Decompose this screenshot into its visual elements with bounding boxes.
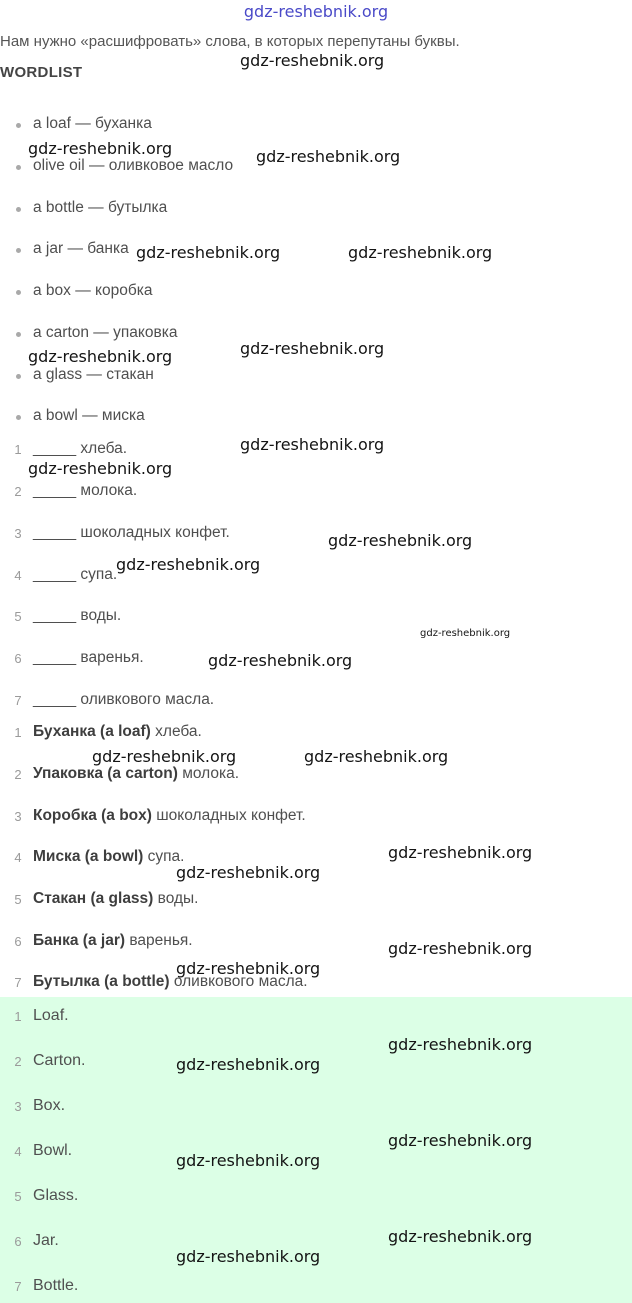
bullet-icon	[16, 207, 21, 212]
bullet-icon	[16, 415, 21, 420]
bullet-icon	[16, 165, 21, 170]
watermark: gdz-reshebnik.org	[388, 1227, 533, 1246]
translation-item: 1 Буханка (a loaf) хлеба.	[14, 723, 202, 740]
list-item: a box — коробка	[16, 280, 152, 302]
watermark: gdz-reshebnik.org	[256, 147, 401, 166]
list-item: a glass — стакан	[16, 364, 154, 386]
watermark: gdz-reshebnik.org	[420, 628, 511, 639]
list-item: a loaf — буханка	[16, 113, 152, 135]
watermark: gdz-reshebnik.org	[176, 1151, 321, 1170]
watermark: gdz-reshebnik.org	[240, 435, 385, 454]
exercise-item: 6 _____ варенья.	[14, 649, 144, 666]
list-item: a bowl — миска	[16, 405, 145, 427]
translation-item: 6 Банка (a jar) варенья.	[14, 932, 193, 949]
intro-text: Нам нужно «расшифровать» слова, в которых перепутаны буквы.	[0, 33, 460, 50]
translation-item: 7 Бутылка (a bottle) оливкового масла.	[14, 973, 308, 990]
watermark: gdz-reshebnik.org	[388, 843, 533, 862]
watermark: gdz-reshebnik.org	[176, 863, 321, 882]
bullet-icon	[16, 248, 21, 253]
wordlist-heading: WORDLIST	[0, 64, 83, 81]
list-item: a jar — банка	[16, 238, 129, 260]
list-item: olive oil — оливковое масло	[16, 155, 233, 177]
bullet-icon	[16, 123, 21, 128]
site-header[interactable]: gdz-reshebnik.org	[243, 2, 389, 21]
exercise-item: 1 _____ хлеба.	[14, 440, 128, 457]
watermark: gdz-reshebnik.org	[328, 531, 473, 550]
answer-item: 1 Loaf.	[14, 1007, 69, 1024]
translation-item: 5 Стакан (a glass) воды.	[14, 890, 199, 907]
bullet-icon	[16, 374, 21, 379]
watermark: gdz-reshebnik.org	[240, 51, 385, 70]
bullet-icon	[16, 332, 21, 337]
answer-item: 5 Glass.	[14, 1187, 79, 1204]
watermark: gdz-reshebnik.org	[116, 555, 261, 574]
watermark: gdz-reshebnik.org	[240, 339, 385, 358]
watermark: gdz-reshebnik.org	[176, 1055, 321, 1074]
answer-item: 4 Bowl.	[14, 1142, 73, 1159]
exercise-item: 3 _____ шоколадных конфет.	[14, 524, 230, 541]
watermark: gdz-reshebnik.org	[28, 139, 173, 158]
exercise-item: 2 _____ молока.	[14, 482, 138, 499]
exercise-item: 4 _____ супа.	[14, 566, 118, 583]
watermark: gdz-reshebnik.org	[136, 243, 281, 262]
answer-item: 7 Bottle.	[14, 1277, 79, 1294]
watermark: gdz-reshebnik.org	[388, 1131, 533, 1150]
watermark: gdz-reshebnik.org	[348, 243, 493, 262]
exercise-item: 7 _____ оливкового масла.	[14, 691, 215, 708]
translation-item: 4 Миска (a bowl) супа.	[14, 848, 185, 865]
watermark: gdz-reshebnik.org	[208, 651, 353, 670]
exercise-item: 5 _____ воды.	[14, 607, 122, 624]
watermark: gdz-reshebnik.org	[28, 347, 173, 366]
watermark: gdz-reshebnik.org	[176, 1247, 321, 1266]
answer-item: 6 Jar.	[14, 1232, 59, 1249]
watermark: gdz-reshebnik.org	[304, 747, 449, 766]
list-item: a bottle — бутылка	[16, 197, 167, 219]
watermark: gdz-reshebnik.org	[28, 459, 173, 478]
watermark: gdz-reshebnik.org	[92, 747, 237, 766]
watermark: gdz-reshebnik.org	[388, 1035, 533, 1054]
translation-item: 2 Упаковка (a carton) молока.	[14, 765, 240, 782]
answer-item: 3 Box.	[14, 1097, 66, 1114]
list-item: a carton — упаковка	[16, 322, 177, 344]
bullet-icon	[16, 290, 21, 295]
watermark: gdz-reshebnik.org	[388, 939, 533, 958]
watermark: gdz-reshebnik.org	[176, 959, 321, 978]
translation-item: 3 Коробка (a box) шоколадных конфет.	[14, 807, 306, 824]
answer-item: 2 Carton.	[14, 1052, 86, 1069]
